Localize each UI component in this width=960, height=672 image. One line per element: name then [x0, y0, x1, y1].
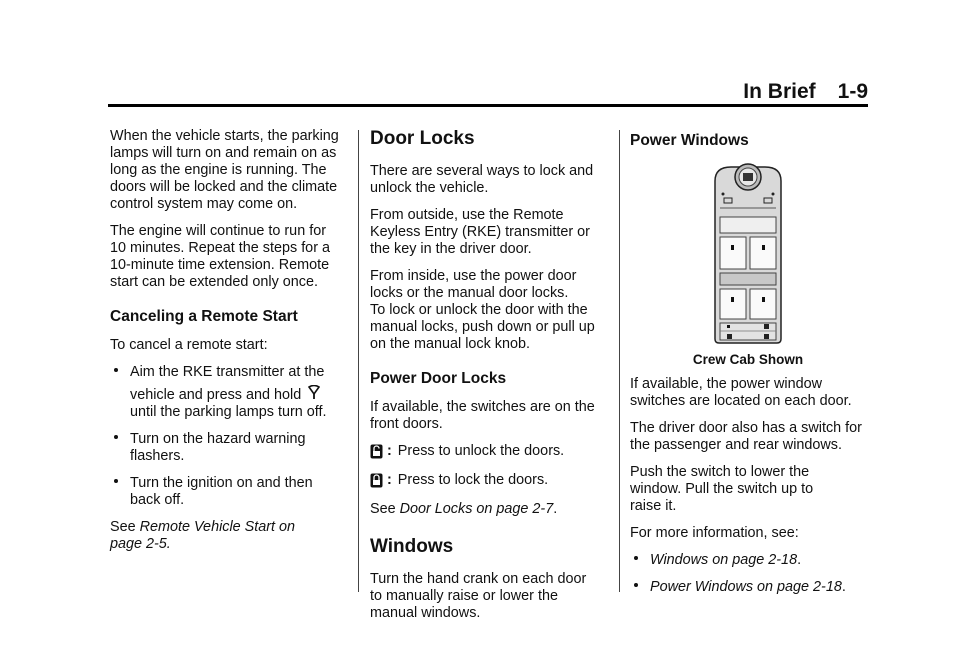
page-header: [108, 80, 868, 108]
paragraph: There are several ways to lock and unlock the vehicle.: [370, 163, 594, 196]
unlock-row: : Press to unlock the doors.: [370, 443, 606, 460]
paragraph: Turn the hand crank on each door to manually raise or lower the manual windows.: [370, 571, 587, 621]
bullet-item: Windows on page 2-18.: [630, 552, 866, 569]
cross-reference-link[interactable]: page 2-5.: [110, 536, 171, 552]
cross-reference-link[interactable]: Windows on page 2-18: [650, 552, 798, 568]
lock-row: : Press to lock the doors.: [370, 472, 606, 489]
paragraph: For more information, see:: [630, 525, 799, 541]
cross-reference-link[interactable]: Door Locks on page 2-7: [399, 501, 554, 517]
column-1: [110, 128, 346, 563]
header-title: [743, 80, 868, 104]
figure: [630, 161, 866, 368]
bullet-item: Turn on the hazard warning flashers.: [110, 431, 346, 465]
power-window-switch-panel: [711, 161, 785, 345]
paragraph: The engine will continue to run for 10 minutes. Repeat the steps for a 10-minute time extension. Remote start can be extended only once.: [110, 223, 330, 290]
figure-caption: Crew Cab Shown: [692, 352, 804, 367]
lock-icon: [370, 473, 383, 488]
paragraph: From inside, use the power door locks or the manual door locks. To lock or unlock the door with the manual locks, push down or pull up on the manual lock knob.: [370, 268, 595, 352]
paragraph: From outside, use the Remote Keyless Entry (RKE) transmitter or the key in the driver door.: [370, 207, 590, 257]
paragraph: Push the switch to lower the window. Pull the switch up to raise it.: [630, 464, 814, 514]
column-2: [370, 128, 606, 632]
cross-reference-link[interactable]: Remote Vehicle Start on: [139, 519, 296, 535]
paragraph: If available, the power window switches are located on each door.: [630, 376, 852, 409]
remote-start-icon: [308, 385, 320, 400]
section-heading: Canceling a Remote Start: [110, 308, 298, 325]
page-number: 1-9: [837, 80, 868, 103]
paragraph: The driver door also has a switch for the passenger and rear windows.: [630, 420, 862, 453]
bullet-item: Power Windows on page 2-18.: [630, 579, 866, 596]
column-3: [630, 128, 866, 606]
paragraph: If available, the switches are on the front doors.: [370, 399, 595, 432]
header-rule: [108, 104, 868, 107]
column-divider-2: [619, 130, 620, 592]
paragraph: When the vehicle starts, the parking lamps will turn on and remain on as long as the engine is running. The doors will be locked and the climate control system may come on.: [110, 128, 339, 212]
see-reference: See Door Locks on page 2-7.: [370, 501, 558, 517]
section-heading: Power Windows: [630, 132, 749, 149]
unlock-icon: [370, 444, 383, 459]
see-reference: See Remote Vehicle Start on page 2-5.: [110, 519, 346, 553]
section-title: In Brief: [743, 80, 816, 103]
bullet-item: Turn the ignition on and then back off.: [110, 475, 346, 509]
paragraph: To cancel a remote start:: [110, 337, 268, 353]
section-heading: Door Locks: [370, 128, 475, 149]
section-heading: Windows: [370, 536, 454, 557]
cross-reference-link[interactable]: Power Windows on page 2-18: [650, 579, 842, 595]
subsection-heading: Power Door Locks: [370, 370, 507, 387]
column-divider-1: [358, 130, 359, 592]
bullet-item: Aim the RKE transmitter at the vehicle and press and hold until the parking lamps turn off.: [110, 364, 346, 421]
